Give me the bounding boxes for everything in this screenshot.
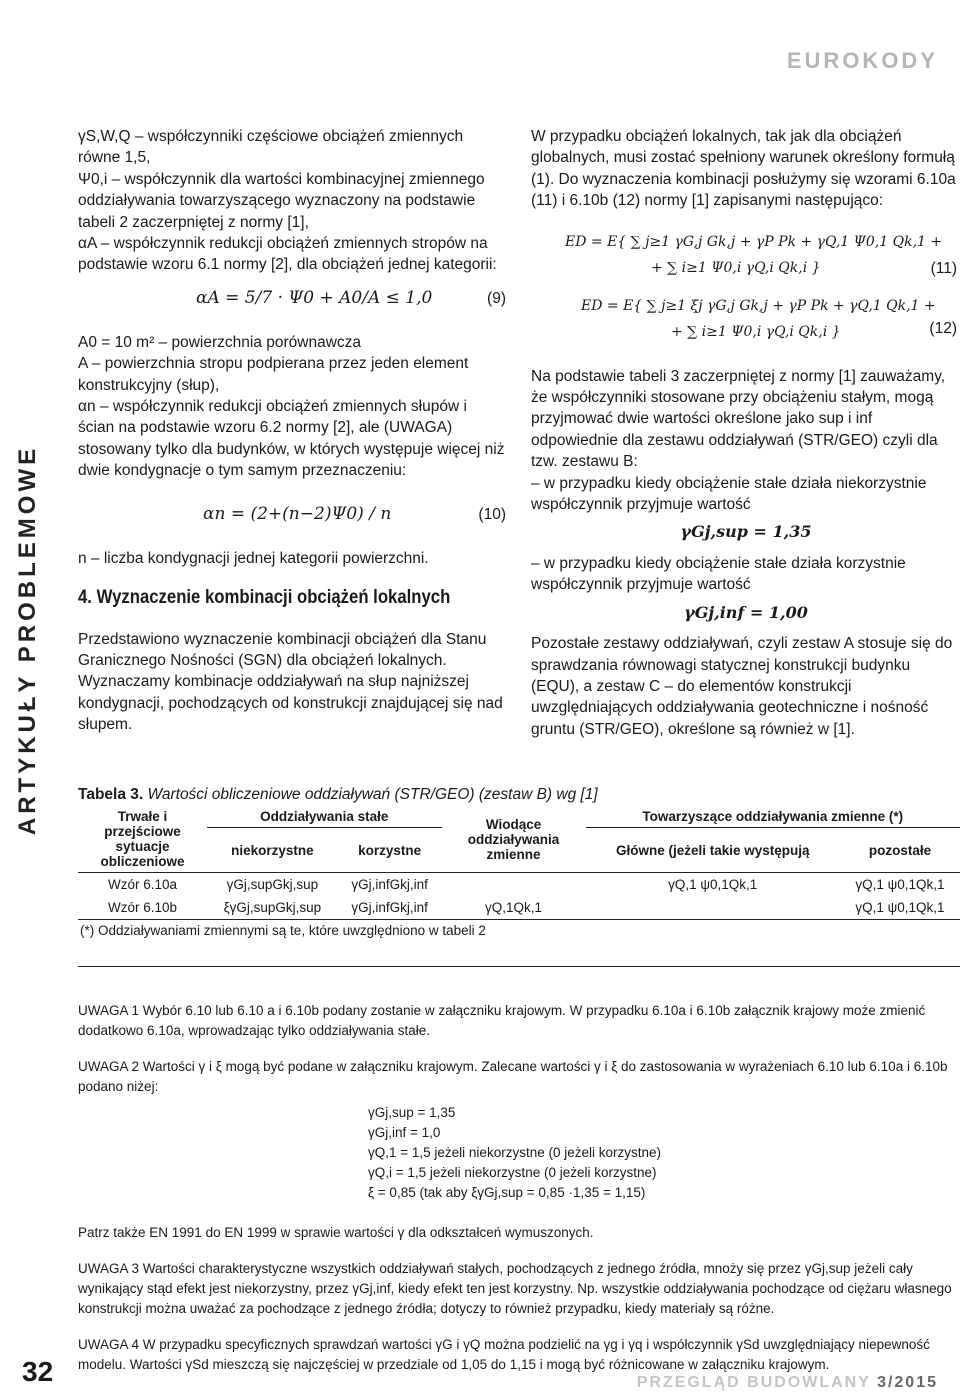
paragraph: Przedstawiono wyznaczenie kombinacji obciążeń dla Stanu Granicznego Nośności (SGN) dla obciążeń lokalnych. Wyznaczamy kombinacje oddziaływań na słup najniższej kondygnacji, pochodzących od konstrukcji znajdującej się nad słupem. — [78, 630, 503, 734]
col-header-leading: Wiodące oddziaływania zmienne — [442, 806, 586, 873]
paragraph: γS,W,Q – współczynniki częściowe obciążeń zmiennych równe 1,5, — [78, 128, 464, 167]
table-caption — [78, 786, 598, 804]
paragraph: αn – współczynnik redukcji obciążeń zmiennych słupów i ścian na podstawie wzoru 6.2 normy [2], ale (UWAGA) stosowany tylko dla budynków, w których występuje więcej niż dwie kondygnacje o tym samym przeznaczeniu: — [78, 398, 505, 480]
table-cell: Wzór 6.10a — [107, 877, 178, 892]
note-4: UWAGA 4 W przypadku specyficznych sprawdzań wartości γG i γQ można podzielić na γg i γq i współczynnik γSd uwzględniający niepewność modelu. Wartości γSd mieszczą się najczęściej w przedziale od 1,05 do 1,15 i mogą być różnicowane w załączniku krajowym. — [78, 1337, 930, 1372]
paragraph: – w przypadku kiedy obciążenie stałe działa niekorzystnie współczynnik przyjmuje wartość — [531, 474, 927, 514]
equation-9-number: (9) — [487, 289, 506, 307]
col-header-main: Główne (jeżeli takie występują — [586, 828, 840, 873]
table-cell: Wzór 6.10b — [78, 896, 207, 920]
paragraph: Pozostałe zestawy oddziaływań, czyli zestaw A stosuje się do sprawdzania równowagi statycznej konstrukcji budynku (EQU), a zestaw C – do elementów konstrukcji uwzględniających oddziaływania geotechniczne i nośność gruntu (STR/GEO), określone są również w [1]. — [531, 635, 953, 738]
table-cell: γGj,supGkj,sup — [226, 877, 319, 892]
note-3: UWAGA 3 Wartości charakterystyczne wszystkich oddziaływań stałych, pochodzących z jednego źródła, mnoży się przez γGj,sup jeżeli cały wynikający stąd efekt jest niekorzystny, przez γGj,inf, kiedy efekt ten jest korzystny. Np. wszystkie oddziaływania pochodzące od ciężaru własnego konstrukcji można uważać za pochodzące z jednego źródła; dotyczy to również przypadku, kiedy materiały są różne. — [78, 1261, 952, 1316]
table-cell: γQ,1 ψ0,1Qk,1 — [840, 896, 960, 920]
table-cell — [442, 873, 586, 897]
equation-gamma-inf: γGj,inf = 1,00 — [684, 602, 808, 622]
col-header-other: pozostałe — [840, 828, 960, 873]
formula-line: γQ,1 = 1,5 jeżeli niekorzystne (0 jeżeli korzystne) — [368, 1145, 661, 1160]
col-header-favourable: korzystne — [338, 828, 442, 873]
equation-12-line2: + ∑ i≥1 Ψ0,i γQ,i Qk,i } — [671, 323, 841, 340]
equation-11 — [531, 232, 960, 288]
paragraph: – w przypadku kiedy obciążenie stałe działa korzystnie współczynnik przyjmuje wartość — [531, 554, 906, 594]
table-row — [78, 873, 960, 897]
paragraph: Na podstawie tabeli 3 zaczerpniętej z normy [1] zauważamy, że współczynniki stosowane przy obciążeniu stałym, mogą przyjmować dwie wartości określone jako sup i inf odpowiednie dla zestawu oddziaływań (STR/GEO) czyli dla tzw. zestawu B: — [531, 367, 946, 471]
note-1: UWAGA 1 Wybór 6.10 lub 6.10 a i 6.10b podany zostanie w załączniku krajowym. W przypadku 6.10a i 6.10b załącznik krajowy może zmienić dodatkowo 6.10a, wprowadzając tylko oddziaływania stałe. — [78, 1003, 926, 1038]
equation-gamma-sup: γGj,sup = 1,35 — [680, 522, 812, 542]
col-header-situation: Trwałe i przejściowe sytuacje obliczeniowe — [78, 806, 207, 873]
formula-line: γQ,i = 1,5 jeżeli niekorzystne (0 jeżeli korzystne) — [368, 1165, 657, 1180]
formula-line: γGj,sup = 1,35 — [368, 1105, 456, 1120]
note-2: UWAGA 2 Wartości γ i ξ mogą być podane w załączniku krajowym. Zalecane wartości γ i ξ do zastosowania w wyrażeniach 6.10 lub 6.10a i 6.10b podano niżej: — [78, 1059, 948, 1094]
table-cell: ξγGj,supGkj,sup — [207, 896, 338, 920]
equation-11-line1: ED = E{ ∑ j≥1 γG,j Gk,j + γP Pk + γQ,1 Ψ0,1 Qk,1 + — [565, 233, 943, 250]
formula-line: ξ = 0,85 (tak aby ξγGj,sup = 0,85 ·1,35 = 1,15) — [368, 1185, 646, 1200]
equation-10-number: (10) — [478, 505, 506, 523]
paragraph: n – liczba kondygnacji jednej kategorii powierzchni. — [78, 549, 429, 567]
table-cell: γQ,1 ψ0,1Qk,1 — [668, 877, 758, 892]
equation-10-formula: αn = (2+(n−2)Ψ0) / n — [203, 503, 392, 524]
table-cell: γQ,1Qk,1 — [442, 896, 586, 920]
sidebar — [0, 0, 55, 1399]
equation-9-formula: αA = 5/7 · Ψ0 + A0/A ≤ 1,0 — [196, 287, 433, 308]
paragraph: A0 = 10 m² – powierzchnia porównawcza — [78, 333, 362, 351]
equation-10 — [78, 482, 506, 548]
table-footnote: (*) Oddziaływaniami zmiennymi są te, które uwzględniono w tabeli 2 — [80, 923, 486, 938]
table-cell: γGj,infGkj,inf — [338, 896, 442, 920]
equation-12-line1: ED = E{ ∑ j≥1 ξj γG,j Gk,j + γP Pk + γQ,1 Qk,1 + — [581, 297, 936, 314]
paragraph: W przypadku obciążeń lokalnych, tak jak dla obciążeń globalnych, musi zostać spełniony warunek określony formułą (1). Do wyznaczenia kombinacji posłużymy się wzorami 6.10a (11) i 6.10b (12) normy [1] zapisanymi następująco: — [531, 128, 956, 210]
issue-number: 3/2015 — [877, 1374, 938, 1391]
journal-name: PRZEGLĄD BUDOWLANY — [636, 1374, 871, 1391]
table-caption-label: Tabela 3. — [78, 786, 144, 803]
col-header-permanent: Oddziaływania stałe — [207, 806, 442, 828]
paragraph: Ψ0,i – współczynnik dla wartości kombinacyjnej zmiennego oddziaływania towarzyszącego wyznaczony na podstawie tabeli 2 zaczerpniętej z normy [1], — [78, 170, 485, 231]
brand-header: EUROKODY — [786, 48, 938, 73]
right-column — [531, 126, 960, 740]
table-cell — [586, 896, 840, 920]
col-header-accompanying: Towarzyszące oddziaływania zmienne (*) — [586, 806, 960, 828]
table-cell: γGj,infGkj,inf — [351, 877, 428, 892]
table-caption-text: Wartości obliczeniowe oddziaływań (STR/GEO) (zestaw B) wg [1] — [147, 786, 598, 803]
notes — [78, 966, 960, 1391]
equation-12-number: (12) — [929, 319, 957, 337]
equation-11-line2: + ∑ i≥1 Ψ0,i γQ,i Qk,i } — [651, 259, 821, 276]
note-2-extra: Patrz także EN 1991 do EN 1999 w sprawie wartości γ dla odkształceń wymuszonych. — [78, 1225, 594, 1240]
paragraph: αA – współczynnik redukcji obciążeń zmiennych stropów na podstawie wzoru 6.1 normy [2], dla obciążeń jednej kategorii: — [78, 235, 497, 274]
table-cell: γQ,1 ψ0,1Qk,1 — [855, 877, 945, 892]
table-3 — [78, 806, 960, 941]
equation-9 — [78, 276, 506, 332]
paragraph: A – powierzchnia stropu podpierana przez jeden element konstrukcyjny (słup), — [78, 355, 469, 394]
left-column — [78, 126, 506, 736]
formula-line: γGj,inf = 1,0 — [368, 1125, 441, 1140]
recommended-values — [368, 1103, 960, 1203]
equation-12 — [531, 296, 960, 352]
col-header-unfavourable: niekorzystne — [207, 828, 338, 873]
page-number: 32 — [22, 1356, 54, 1387]
section-title: 4. Wyznaczenie kombinacji obciążeń lokalnych — [78, 587, 451, 609]
sidebar-label: ARTYKUŁY PROBLEMOWE — [14, 444, 41, 836]
table-row — [78, 896, 960, 920]
equation-11-number: (11) — [930, 259, 957, 277]
